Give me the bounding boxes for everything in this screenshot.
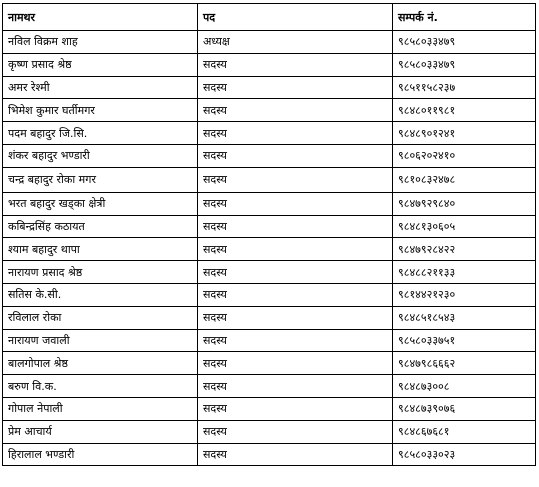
- position-cell: सदस्य: [198, 261, 393, 284]
- contact-cell: ९८०६२०२४१०: [393, 144, 536, 167]
- name-cell: नारायण प्रसाद श्रेष्ठ: [3, 261, 198, 284]
- member-contact-table: [2, 3, 536, 466]
- name-cell: रविलाल रोका: [3, 306, 198, 329]
- table-row: [3, 53, 536, 76]
- name-cell: अमर रेश्मी: [3, 76, 198, 99]
- contact-cell: ९८४८८२११३३: [393, 261, 536, 284]
- table-row: [3, 329, 536, 352]
- contact-cell: ९८४८६७६८१: [393, 420, 536, 443]
- position-cell: सदस्य: [198, 215, 393, 238]
- position-cell: सदस्य: [198, 144, 393, 167]
- position-cell: सदस्य: [198, 53, 393, 76]
- name-cell: कबिन्द्रसिंह कठायत: [3, 215, 198, 238]
- table-row: [3, 397, 536, 420]
- name-cell: बरुण वि.क.: [3, 375, 198, 398]
- table-header-row: [3, 4, 536, 31]
- contact-cell: ९८१०८३२४७८: [393, 167, 536, 192]
- table-row: [3, 122, 536, 145]
- position-cell: सदस्य: [198, 283, 393, 306]
- table-row: [3, 283, 536, 306]
- header-position: पद: [198, 4, 393, 31]
- contact-cell: ९८४७९८६६६२: [393, 352, 536, 375]
- position-cell: सदस्य: [198, 238, 393, 261]
- table-row: [3, 144, 536, 167]
- table-row: [3, 99, 536, 122]
- contact-cell: ९८५८०३३७५१: [393, 329, 536, 352]
- contact-cell: ९८५८०३३४७९: [393, 53, 536, 76]
- contact-cell: ९८४८५१८५४३: [393, 306, 536, 329]
- table-row: [3, 420, 536, 443]
- position-cell: सदस्य: [198, 122, 393, 145]
- position-cell: सदस्य: [198, 99, 393, 122]
- position-cell: सदस्य: [198, 397, 393, 420]
- position-cell: अध्यक्ष: [198, 31, 393, 54]
- position-cell: सदस्य: [198, 192, 393, 215]
- position-cell: सदस्य: [198, 443, 393, 466]
- name-cell: बालगोपाल श्रेष्ठ: [3, 352, 198, 375]
- name-cell: श्याम बहादुर थापा: [3, 238, 198, 261]
- name-cell: हिरालाल भण्डारी: [3, 443, 198, 466]
- name-cell: नविल विक्रम शाह: [3, 31, 198, 54]
- name-cell: शंकर बहादुर भण्डारी: [3, 144, 198, 167]
- name-cell: चन्द्र बहादुर रोका मगर: [3, 167, 198, 192]
- contact-cell: ९८४८७३९०७६: [393, 397, 536, 420]
- contact-cell: ९८१४४२१२३०: [393, 283, 536, 306]
- name-cell: नारायण जवाली: [3, 329, 198, 352]
- position-cell: सदस्य: [198, 167, 393, 192]
- table-row: [3, 76, 536, 99]
- contact-cell: ९८५८०३३४७९: [393, 31, 536, 54]
- contact-cell: ९८४८७३००८: [393, 375, 536, 398]
- position-cell: सदस्य: [198, 420, 393, 443]
- contact-cell: ९८४७९२९८४०: [393, 192, 536, 215]
- position-cell: सदस्य: [198, 375, 393, 398]
- table-row: [3, 443, 536, 466]
- table-row: [3, 352, 536, 375]
- position-cell: सदस्य: [198, 329, 393, 352]
- table-row: [3, 306, 536, 329]
- contact-cell: ९८४७९२८४२२: [393, 238, 536, 261]
- name-cell: भरत बहादुर खड्का क्षेत्री: [3, 192, 198, 215]
- contact-cell: ९८४८९०१२४१: [393, 122, 536, 145]
- contact-cell: ९८४८१३०६०५: [393, 215, 536, 238]
- table-row: [3, 192, 536, 215]
- name-cell: सतिस के.सी.: [3, 283, 198, 306]
- position-cell: सदस्य: [198, 76, 393, 99]
- table-row: [3, 31, 536, 54]
- header-contact: सम्पर्क नं.: [393, 4, 536, 31]
- contact-cell: ९८४८०११९८१: [393, 99, 536, 122]
- table-row: [3, 238, 536, 261]
- name-cell: प्रेम आचार्य: [3, 420, 198, 443]
- name-cell: गोपाल नेपाली: [3, 397, 198, 420]
- header-name: नामथर: [3, 4, 198, 31]
- name-cell: कृष्ण प्रसाद श्रेष्ठ: [3, 53, 198, 76]
- position-cell: सदस्य: [198, 352, 393, 375]
- position-cell: सदस्य: [198, 306, 393, 329]
- contact-cell: ९८५८०३३०२३: [393, 443, 536, 466]
- table-row: [3, 167, 536, 192]
- name-cell: पदम बहादुर जि.सि.: [3, 122, 198, 145]
- table-row: [3, 375, 536, 398]
- table-row: [3, 261, 536, 284]
- table-row: [3, 215, 536, 238]
- name-cell: भिमेश कुमार घर्तीमगर: [3, 99, 198, 122]
- contact-cell: ९८५११५८२३७: [393, 76, 536, 99]
